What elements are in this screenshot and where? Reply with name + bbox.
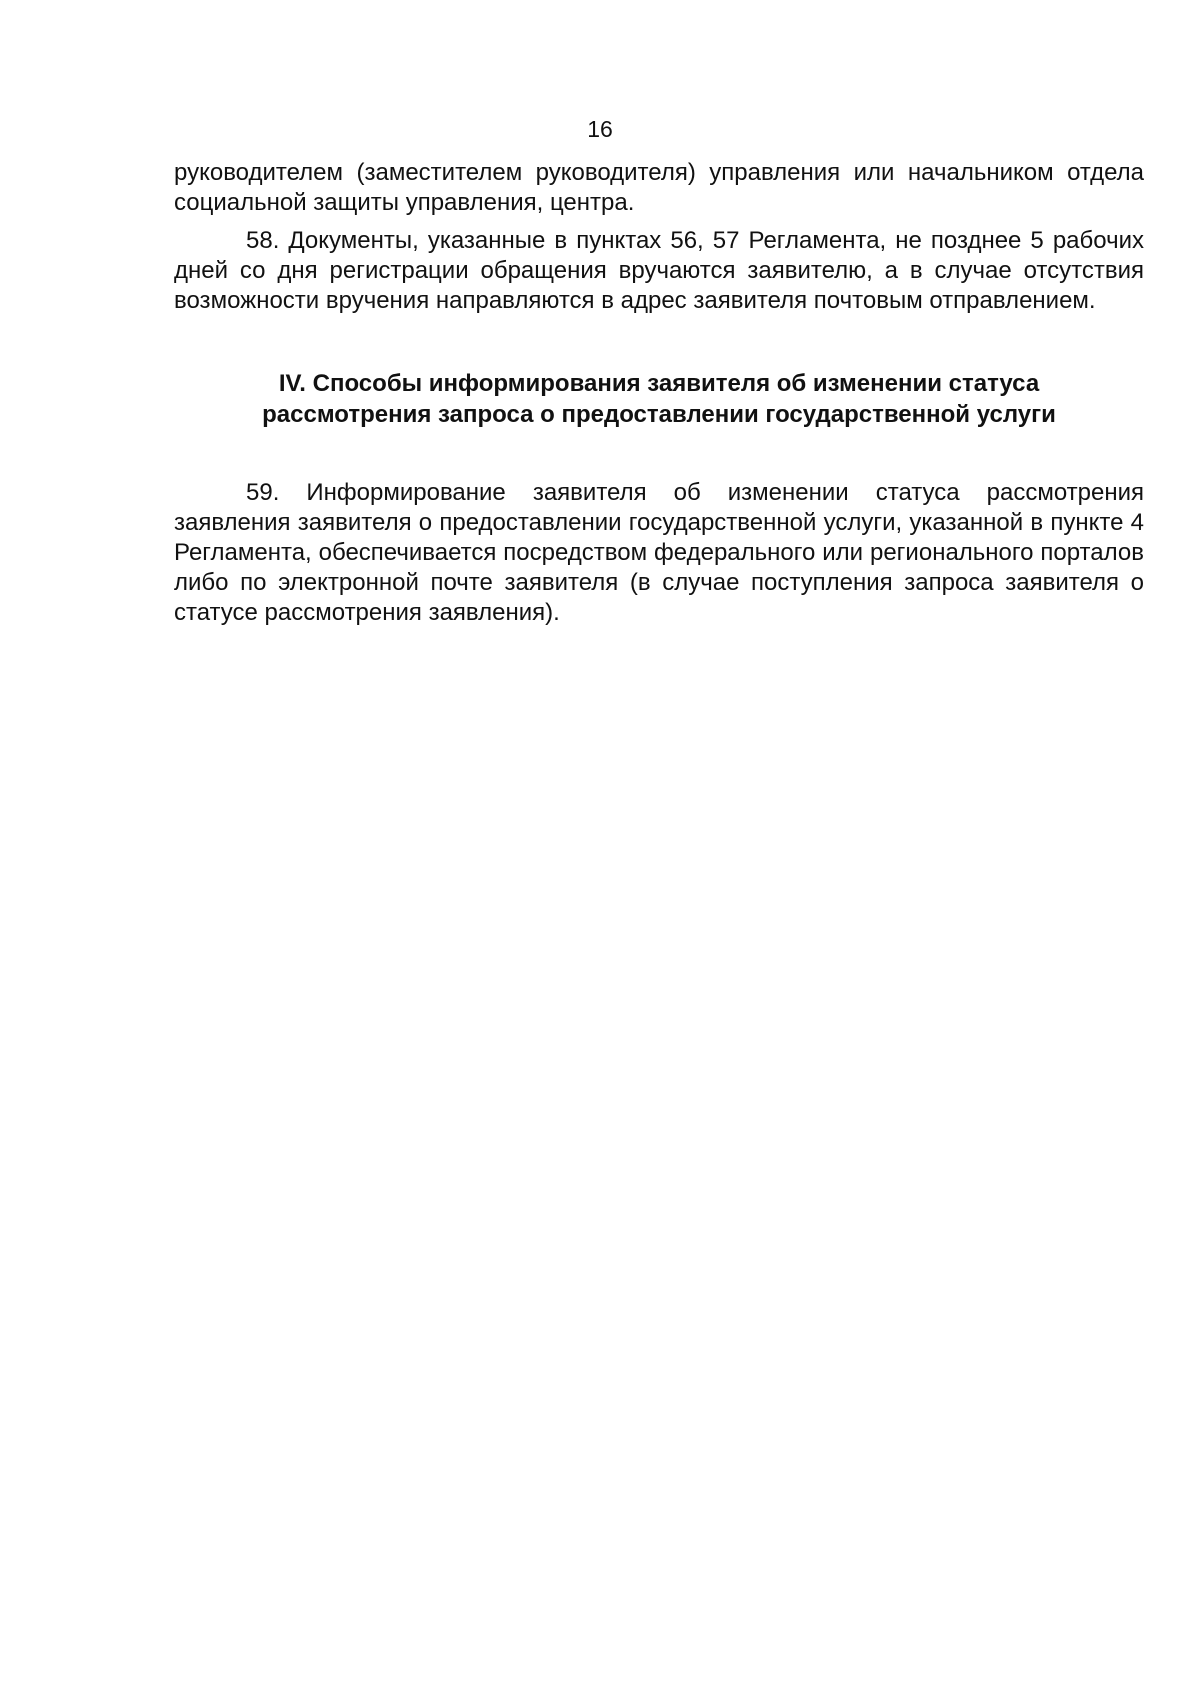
paragraph-spacer xyxy=(174,218,1144,226)
section-heading-line-1: IV. Способы информирования заявителя об изменении статуса xyxy=(278,370,1040,397)
paragraph-59: 59. Информирование заявителя об изменении статуса рассмотрения заявления заявителя о предоставлении государственной услуги, указанной в пункте 4 Регламента, обеспечивается посредством федерального или регионального порталов либо по электронной почте заявителя (в случае поступления запроса заявителя о статусе рассмотрения заявления). xyxy=(174,479,1144,626)
section-heading-line-2: рассмотрения запроса о предоставлении государственной услуги xyxy=(262,401,1056,428)
paragraph-58: 58. Документы, указанные в пунктах 56, 57 Регламента, не позднее 5 рабочих дней со дня регистрации обращения вручаются заявителю, а в случае отсутствия возможности вручения направляются в адрес заявителя почтовым отправлением. xyxy=(174,227,1144,314)
document-body xyxy=(174,158,1144,628)
section-heading xyxy=(174,368,1144,430)
page-number: 16 xyxy=(587,116,613,142)
paragraph-continued: руководителем (заместителем руководителя) управления или начальником отдела социальной защиты управления, центра. xyxy=(174,159,1144,216)
